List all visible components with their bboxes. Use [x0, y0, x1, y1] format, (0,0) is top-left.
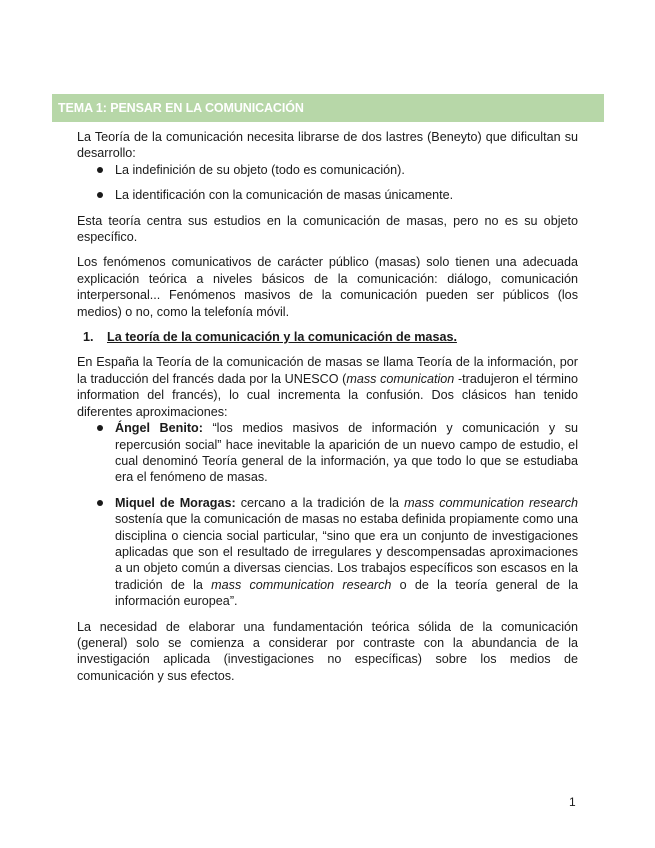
section-paragraph-2: La necesidad de elaborar una fundamentación teórica sólida de la comunicación (general) solo se comienza a considerar por contraste con la abundancia de la investigación aplicada (investigaciones no específicas) sobre los medios de comunicación y sus efectos.	[77, 619, 578, 683]
list-item-text	[115, 421, 578, 484]
section-paragraph-1	[77, 354, 578, 420]
section-number: 1.	[83, 330, 94, 345]
intro-paragraph-1: La Teoría de la comunicación necesita librarse de dos lastres (Beneyto) que dificultan su desarrollo:	[77, 130, 578, 161]
text-run: sostenía que la comunicación de masas no estaba definida propiamente como una disciplina o ciencia social particular, “sino que era un conjunto de investigaciones aplicadas que son el resultado de irregulares y descompensadas aproximaciones a un objeto común a diversas ciencias. Los trabajos específicos son escasos en la tradición de la	[115, 512, 578, 592]
list-item	[77, 162, 578, 178]
bullet-icon	[97, 500, 103, 506]
page-number: 1	[569, 795, 576, 809]
italic-term: mass communication research	[211, 577, 392, 592]
text-run: -tradujeron el término information del francés), lo cual incrementa la confusión. Dos clásicos han tenido diferentes aproximaciones:	[77, 371, 578, 419]
list-item-text	[115, 496, 578, 608]
text-run: cercano a la tradición de la	[235, 495, 405, 510]
intro-paragraph-2: Esta teoría centra sus estudios en la comunicación de masas, pero no es su objeto específico.	[77, 213, 578, 245]
text-run: “los medios masivos de información y comunicación y su repercusión social” hace inevitable la aparición de un nuevo campo de estudio, el cual denominó Teoría general de la información, ya que todo lo que se estudiaba era el fenómeno de masas.	[115, 421, 578, 485]
section-title: La teoría de la comunicación y la comunicación de masas.	[107, 330, 457, 345]
bullet-icon	[97, 167, 103, 173]
section-header-bar	[52, 94, 604, 122]
bullet-icon	[97, 425, 103, 431]
list-item-text: La indefinición de su objeto (todo es comunicación).	[115, 162, 405, 177]
list-item	[77, 420, 578, 486]
list-item-text: La identificación con la comunicación de masas únicamente.	[115, 188, 454, 203]
author-name: Ángel Benito:	[115, 421, 203, 436]
document-body	[77, 129, 578, 684]
italic-term: mass communication research	[404, 495, 579, 510]
authors-bullet-list	[77, 420, 578, 609]
bullet-icon	[97, 192, 103, 198]
intro-paragraph-3: Los fenómenos comunicativos de carácter público (masas) solo tienen una adecuada explicación teórica a niveles básicos de la comunicación: diálogo, comunicación interpersonal... Fenómenos masivos de la comunicación pueden ser públicos (los medios) o no, como la telefonía móvil.	[77, 255, 578, 319]
list-item	[77, 495, 578, 610]
author-name: Miquel de Moragas:	[115, 495, 236, 510]
list-item	[77, 187, 578, 203]
intro-bullet-list	[77, 162, 578, 204]
section-heading	[83, 329, 578, 345]
text-run: o de la teoría general de la información europea”.	[115, 577, 578, 609]
italic-term: mass comunication	[346, 371, 455, 386]
text-run: En España la Teoría de la comunicación de masas se llama Teoría de la información, por la traducción del francés dada por la UNESCO (	[77, 355, 578, 386]
page-title: TEMA 1: PENSAR EN LA COMUNICACIÓN	[58, 101, 304, 115]
